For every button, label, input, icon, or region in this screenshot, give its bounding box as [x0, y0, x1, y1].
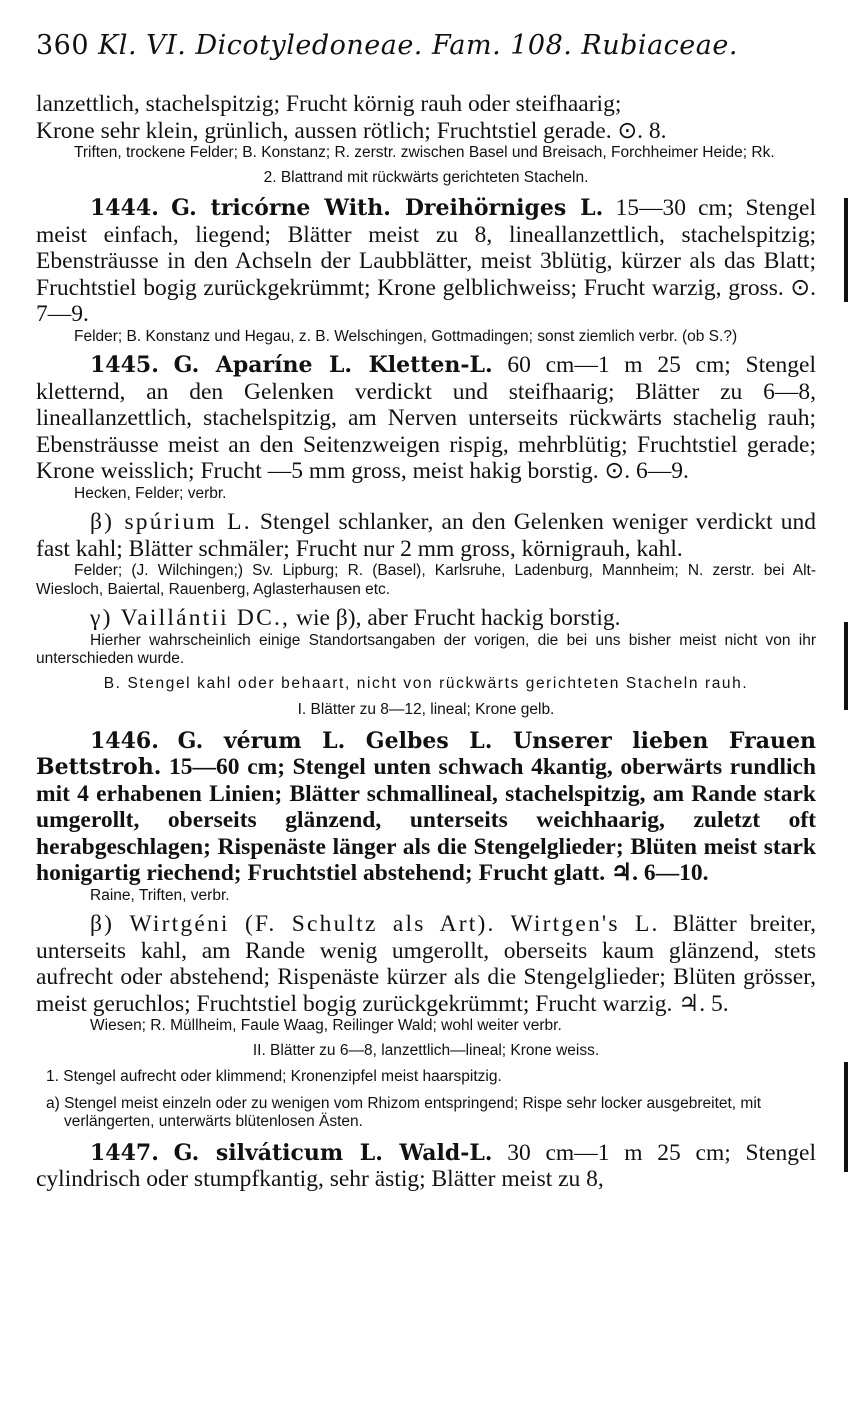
key-I: I. Blätter zu 8—12, lineal; Krone gelb. [297, 701, 555, 718]
variety-description: Blätter breiter, unterseits kahl, am Rande wenig umgerollt, oberseits kaum glänzend, stets aufrecht oder abstehend; Rispenäste kürzer als die Stengelglieder; Blüten grösser, meist geruchlos; Fruchtstiel bogig zurückgekrümmt; Frucht warzig. ♃. 5. [36, 911, 817, 1017]
continuation-line-2: Krone sehr klein, grünlich, aussen rötlich; Fruchtstiel gerade. ⊙. 8. [36, 117, 667, 144]
species-name: G. Aparíne L. Kletten-L. [173, 352, 493, 378]
variety-note: Hierher wahrscheinlich einige Standortsangaben der vorigen, die bei uns bisher meist nicht von ihr unterschieden wurde. [36, 631, 816, 667]
localities: Raine, Triften, verbr. [90, 886, 230, 904]
key-a: a) Stengel meist einzeln oder zu wenigen vom Rhizom entspringend; Rispe sehr locker ausgebreitet, mit verlängerten, unterwärts blütenlosen Ästen. [46, 1094, 762, 1130]
margin-mark [844, 622, 848, 710]
localities: Hecken, Felder; verbr. [74, 484, 227, 502]
entry-1445 [36, 352, 816, 669]
entry-number: 1447. [90, 1139, 159, 1166]
running-header [36, 30, 816, 61]
running-title: Kl. VI. Dicotyledoneae. Fam. 108. Rubiaceae. [98, 30, 738, 61]
entry-number: 1444. [90, 195, 159, 221]
page [36, 30, 816, 1193]
variety-description: Stengel schlanker, an den Gelenken weniger verdickt und fast kahl; Blätter schmäler; Frucht nur 2 mm gross, körnigrauh, kahl. [36, 509, 816, 562]
entry-1444 [36, 195, 816, 346]
key-II: II. Blätter zu 6—8, lanzettlich—lineal; Krone weiss. [252, 1041, 600, 1059]
species-description: 60 cm—1 m 25 cm; Stengel kletternd, an den Gelenken verdickt und steifhaarig; Blätter zu 6—8, lineallanzettlich, stachelspitzig, am Nerven unterseits rückwärts stachelig rauh; Ebensträusse meist an den Seitenzweigen rispig, mehrblütig; Fruchtstiel gerade; Krone weisslich; Frucht —5 mm gross, meist hakig borstig. ⊙. 6—9. [36, 352, 817, 484]
species-name: G. tricórne With. Dreihörniges L. [171, 195, 604, 221]
entry-number: 1446. [90, 727, 159, 754]
margin-mark [844, 198, 848, 302]
species-description: 15—60 cm; Stengel unten schwach 4kantig, oberwärts rundlich mit 4 erhabenen Linien; Blätter schmallineal, stachelspitzig, am Rande stark umgerollt, oberseits glänzend, unterseits weichhaarig, zuletzt oft herabgeschlagen; Rispenäste länger als die Stengelglieder; Blüten meist stark honigartig riechend; Fruchtstiel abstehend; Frucht glatt. ♃. 6—10. [36, 754, 816, 886]
margin-mark [844, 1062, 848, 1172]
variety-localities: Felder; (J. Wilchingen;) Sv. Lipburg; R. (Basel), Karlsruhe, Ladenburg, Mannheim; N. zerstr. bei Alt-Wiesloch, Baiertal, Rauenberg, Aglasterhausen etc. [36, 562, 816, 598]
entry-1446 [36, 728, 816, 1036]
key-1: 1. Stengel aufrecht oder klimmend; Kronenzipfel meist haarspitzig. [46, 1068, 502, 1085]
species-name: G. silváticum L. Wald-L. [173, 1139, 493, 1166]
variety-label: β) Wirtgéni (F. Schultz als Art). Wirtgen's L. [90, 911, 660, 937]
continuation-localities: Triften, trockene Felder; B. Konstanz; R. zerstr. zwischen Basel und Breisach, Forchheimer Heide; Rk. [74, 144, 775, 161]
page-number: 360 [36, 30, 90, 61]
species-name: G. vérum L. Gelbes L. Unserer lieben Frauen Bettstroh. [36, 727, 816, 780]
entry-number: 1445. [90, 352, 159, 378]
variety-label: β) spúrium L. [90, 509, 252, 535]
variety-label: γ) Vaillántii DC., [90, 605, 291, 631]
variety-description: wie β), aber Frucht hackig borstig. [295, 605, 621, 631]
entry-1447 [36, 1140, 816, 1193]
variety-localities: Wiesen; R. Müllheim, Faule Waag, Reilinger Wald; wohl weiter verbr. [90, 1017, 562, 1034]
localities: Felder; B. Konstanz und Hegau, z. B. Welschingen, Gottmadingen; sonst ziemlich verbr. (ob S.?) [74, 327, 738, 345]
species-description: 30 cm—1 m 25 cm; Stengel cylindrisch oder stumpfkantig, sehr ästig; Blätter meist zu 8, [36, 1139, 817, 1192]
continuation-line-1: lanzettlich, stachelspitzig; Frucht körnig rauh oder steifhaarig; [36, 91, 622, 117]
species-description: 15—30 cm; Stengel meist einfach, liegend; Blätter meist zu 8, lineallanzettlich, stachelspitzig; Ebensträusse in den Achseln der Laubblätter, meist 3blütig, kürzer als das Blatt; Fruchtstiel bogig zurückgekrümmt; Krone gelblichweiss; Frucht warzig, gross. ⊙. 7—9. [36, 195, 817, 327]
key-2: 2. Blattrand mit rückwärts gerichteten Stacheln. [263, 168, 589, 186]
key-B: B. Stengel kahl oder behaart, nicht von rückwärts gerichteten Stacheln rauh. [103, 674, 749, 692]
